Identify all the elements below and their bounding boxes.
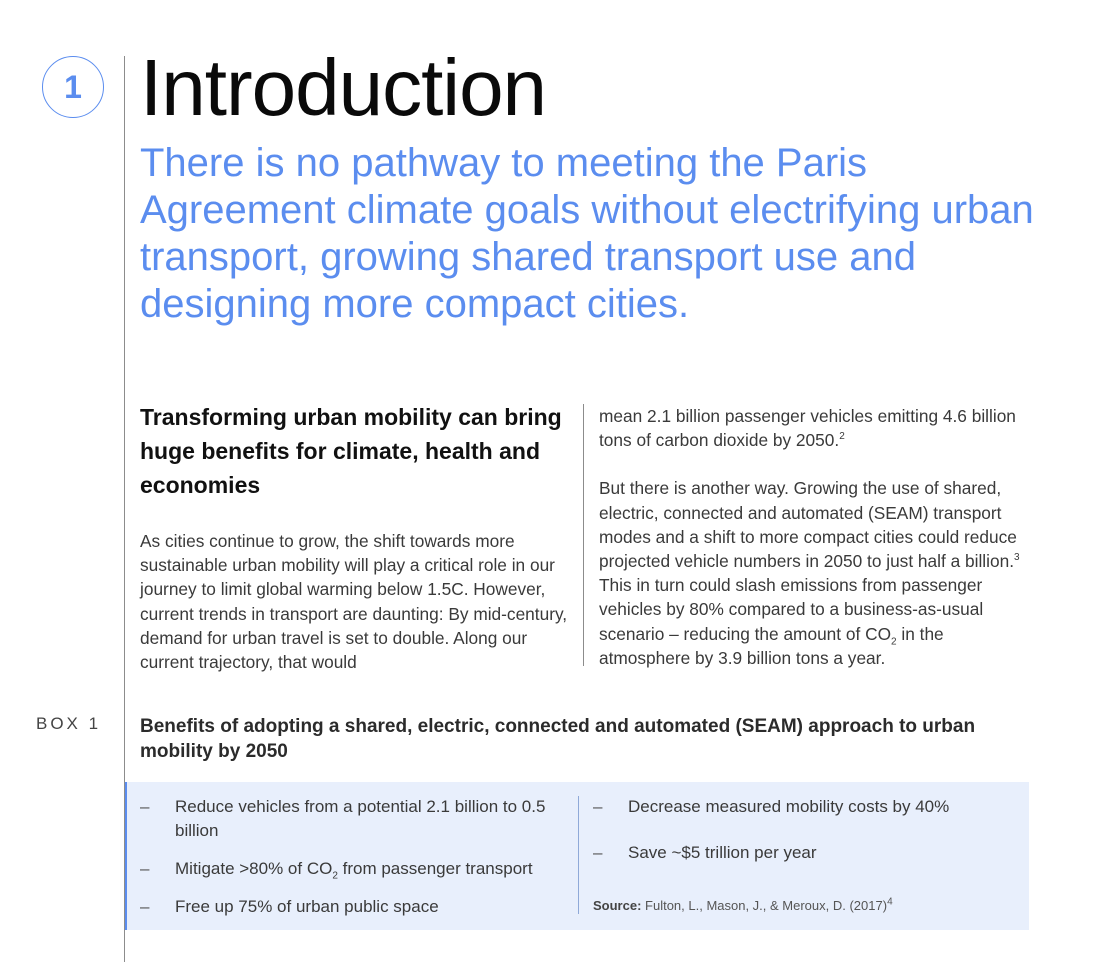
- subscript-2: 2: [891, 636, 897, 648]
- column-divider: [583, 404, 584, 666]
- paragraph-continued: mean 2.1 billion passenger vehicles emitting 4.6 billion tons of carbon dioxide by 2050.$^2$: [599, 406, 1016, 451]
- source-citation: Source: Fulton, L., Mason, J., & Meroux, D. $(2017)^4$: [593, 896, 893, 913]
- lead-statement: There is no pathway to meeting the Paris Agreement climate goals without electrifying urban transport, growing shared transport use and designing more compact cities.: [140, 141, 1034, 326]
- paragraph-another-way: But there is another way. Growing the use of shared, electric, connected and automated (SEAM) transport modes and a shift to more compact cities could reduce projected vehicle numbers in 2050 to just half a billion.$^3$ This in turn could slash emissions from passenger vehicles by 80% compared to a business-as-usual scenario – reducing the amount of $CO_2$ in the atmosphere by 3.9 billion tons a year.: [599, 478, 1020, 668]
- box-label: BOX 1: [36, 714, 102, 733]
- list-item: – Reduce vehicles from a potential 2.1 billion to 0.5 billion: [140, 797, 546, 840]
- box-column-divider: [578, 796, 579, 914]
- body-column-right: [599, 404, 1039, 670]
- chapter-number: 1: [64, 68, 82, 105]
- footnote-ref-4[interactable]: 4: [887, 896, 893, 908]
- footnote-ref-2[interactable]: 2: [839, 431, 845, 443]
- benefits-list-left: [140, 795, 570, 919]
- chapter-number-badge: [42, 56, 104, 118]
- section-subheading: Transforming urban mobility can bring huge benefits for climate, health and economies: [140, 404, 562, 498]
- body-column-left: [140, 400, 570, 674]
- footnote-ref-3[interactable]: 3: [1014, 552, 1020, 564]
- list-item: – Free up 75% of urban public space: [140, 897, 439, 916]
- list-item: – Save ~$5 trillion per year: [593, 843, 817, 862]
- list-item: – Decrease measured mobility costs by 40%: [593, 797, 950, 816]
- page-title: Introduction: [140, 43, 547, 132]
- benefits-list-right: [593, 795, 1013, 865]
- list-item: – Mitigate >80% of $CO_2$ from passenger transport: [140, 859, 533, 882]
- box-title: Benefits of adopting a shared, electric, connected and automated (SEAM) approach to urban mobility by 2050: [140, 716, 976, 762]
- box-accent-bar: [125, 782, 127, 930]
- paragraph-intro: As cities continue to grow, the shift towards more sustainable urban mobility will play a critical role in our journey to limit global warming below 1.5C. However, current trends in transport are daunting: By mid-century, demand for urban travel is set to double. Along our current trajectory, that would: [140, 531, 568, 673]
